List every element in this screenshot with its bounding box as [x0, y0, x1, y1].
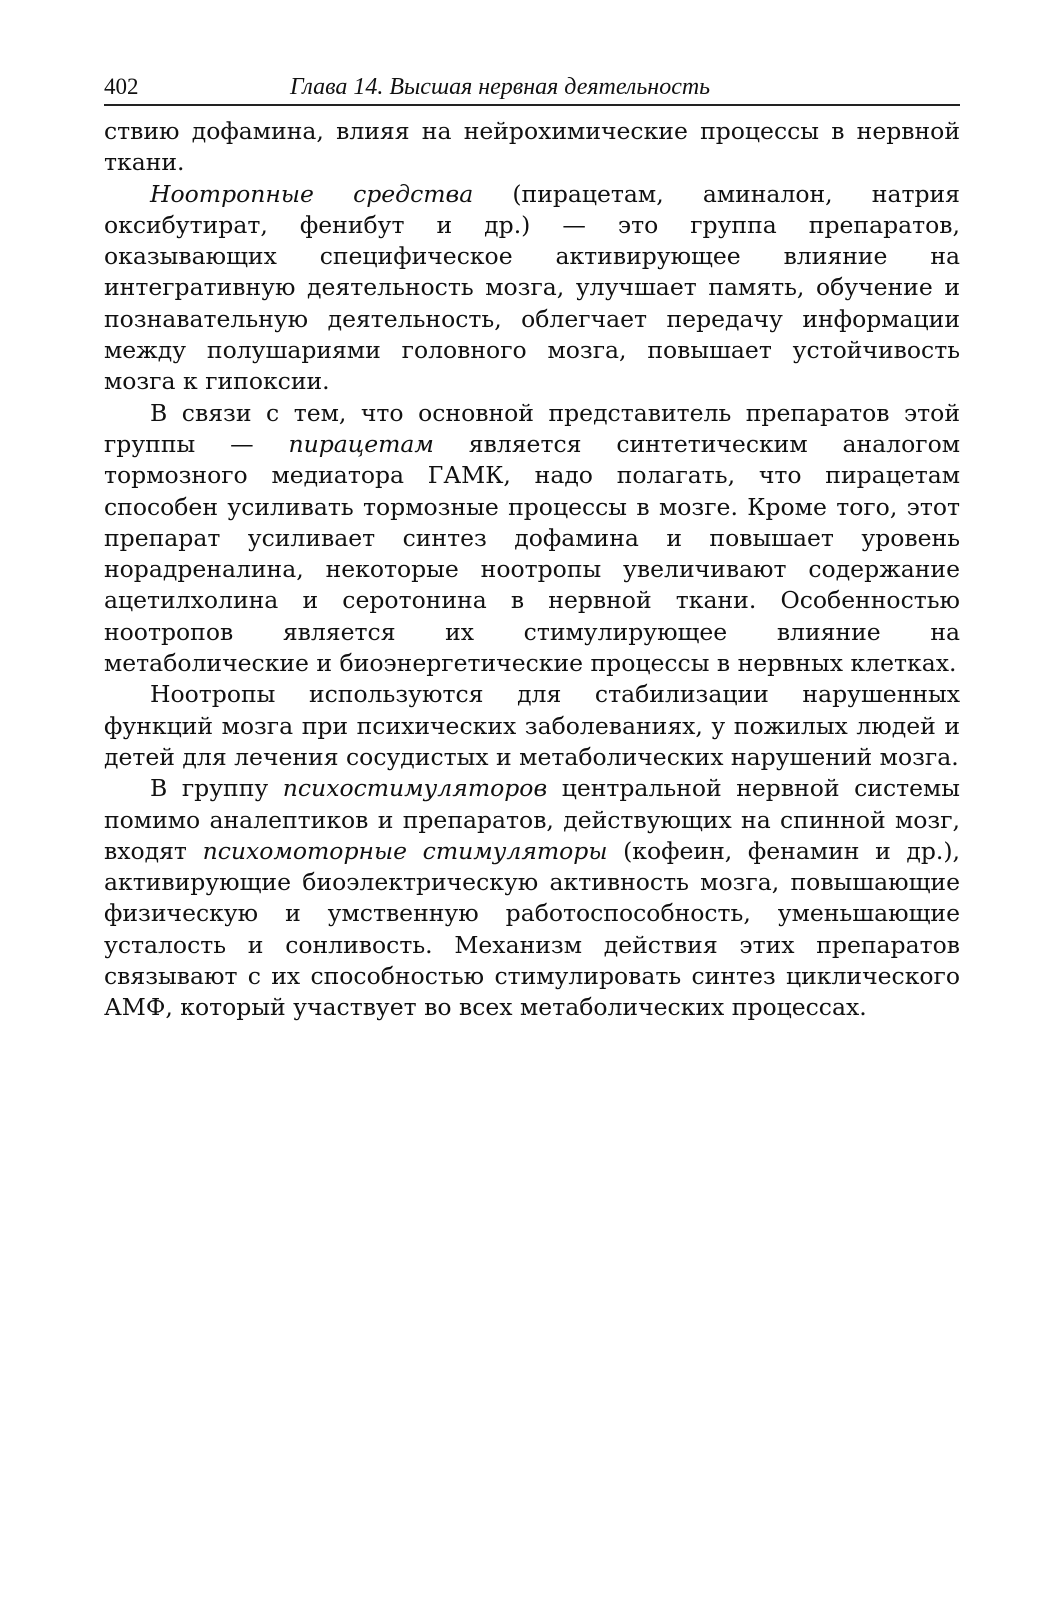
paragraph-text: является синтетическим аналогом тормозного медиатора ГАМК, надо полагать, что пирацетам способен усиливать тормозные процессы в мозге. Кроме того, этот препарат усиливает синтез дофамина и повышает уровень норадреналина, некоторые ноотропы увеличивают содержание ацетилхолина и серотонина в нервной ткани. Особенностью ноотропов является их стимулирующее влияние на метаболические и биоэнергетические процессы в нервных клетках.	[104, 429, 960, 678]
term-psychostimulants: психостимуляторов	[282, 774, 548, 803]
page-number: 402	[104, 74, 139, 99]
body-text	[104, 116, 960, 1024]
paragraph-text: Ноотропы используются для стабилизации нарушенных функций мозга при психических заболеваниях, у пожилых людей и детей для лечения сосудистых и метаболических нарушений мозга.	[104, 680, 960, 771]
paragraph-text: ствию дофамина, влияя на нейрохимические процессы в нервной ткани.	[104, 117, 960, 177]
book-page	[104, 70, 960, 1024]
paragraph-text: (кофеин, фенамин и др.), активирующие биоэлектрическую активность мозга, повышающие физическую и умственную работоспособность, уменьшающие усталость и сонливость. Механизм действия этих препаратов связывают с их способностью стимулировать синтез циклического АМФ, который участвует во всех метаболических процессах.	[104, 836, 960, 1022]
paragraph-text: В группу	[150, 774, 283, 803]
paragraph-usage	[104, 679, 960, 773]
term-psychomotor-stimulants: психомоторные стимуляторы	[202, 836, 608, 865]
paragraph-text: (пирацетам, аминалон, натрия оксибутират, фенибут и др.) — это группа препаратов, оказывающих специфическое активирующее влияние на интегративную деятельность мозга, улучшает память, обучение и познавательную деятельность, облегчает передачу информации между полушариями головного мозга, повышает устойчивость мозга к гипоксии.	[104, 179, 961, 396]
paragraph-piracetam	[104, 398, 960, 680]
paragraph-text: В связи с тем, что основной представитель препаратов этой группы —	[104, 398, 960, 458]
running-header	[104, 70, 960, 106]
paragraph-text: центральной нервной системы помимо аналептиков и препаратов, действующих на спинной мозг, входят	[104, 774, 960, 865]
paragraph-continuation	[104, 116, 960, 179]
paragraph-psychostimulants	[104, 773, 960, 1023]
chapter-title: Глава 14. Высшая нервная деятельность	[290, 74, 711, 100]
term-nootropics: Ноотропные средства	[150, 179, 474, 208]
paragraph-nootropics	[104, 179, 960, 398]
term-piracetam: пирацетам	[288, 429, 434, 458]
